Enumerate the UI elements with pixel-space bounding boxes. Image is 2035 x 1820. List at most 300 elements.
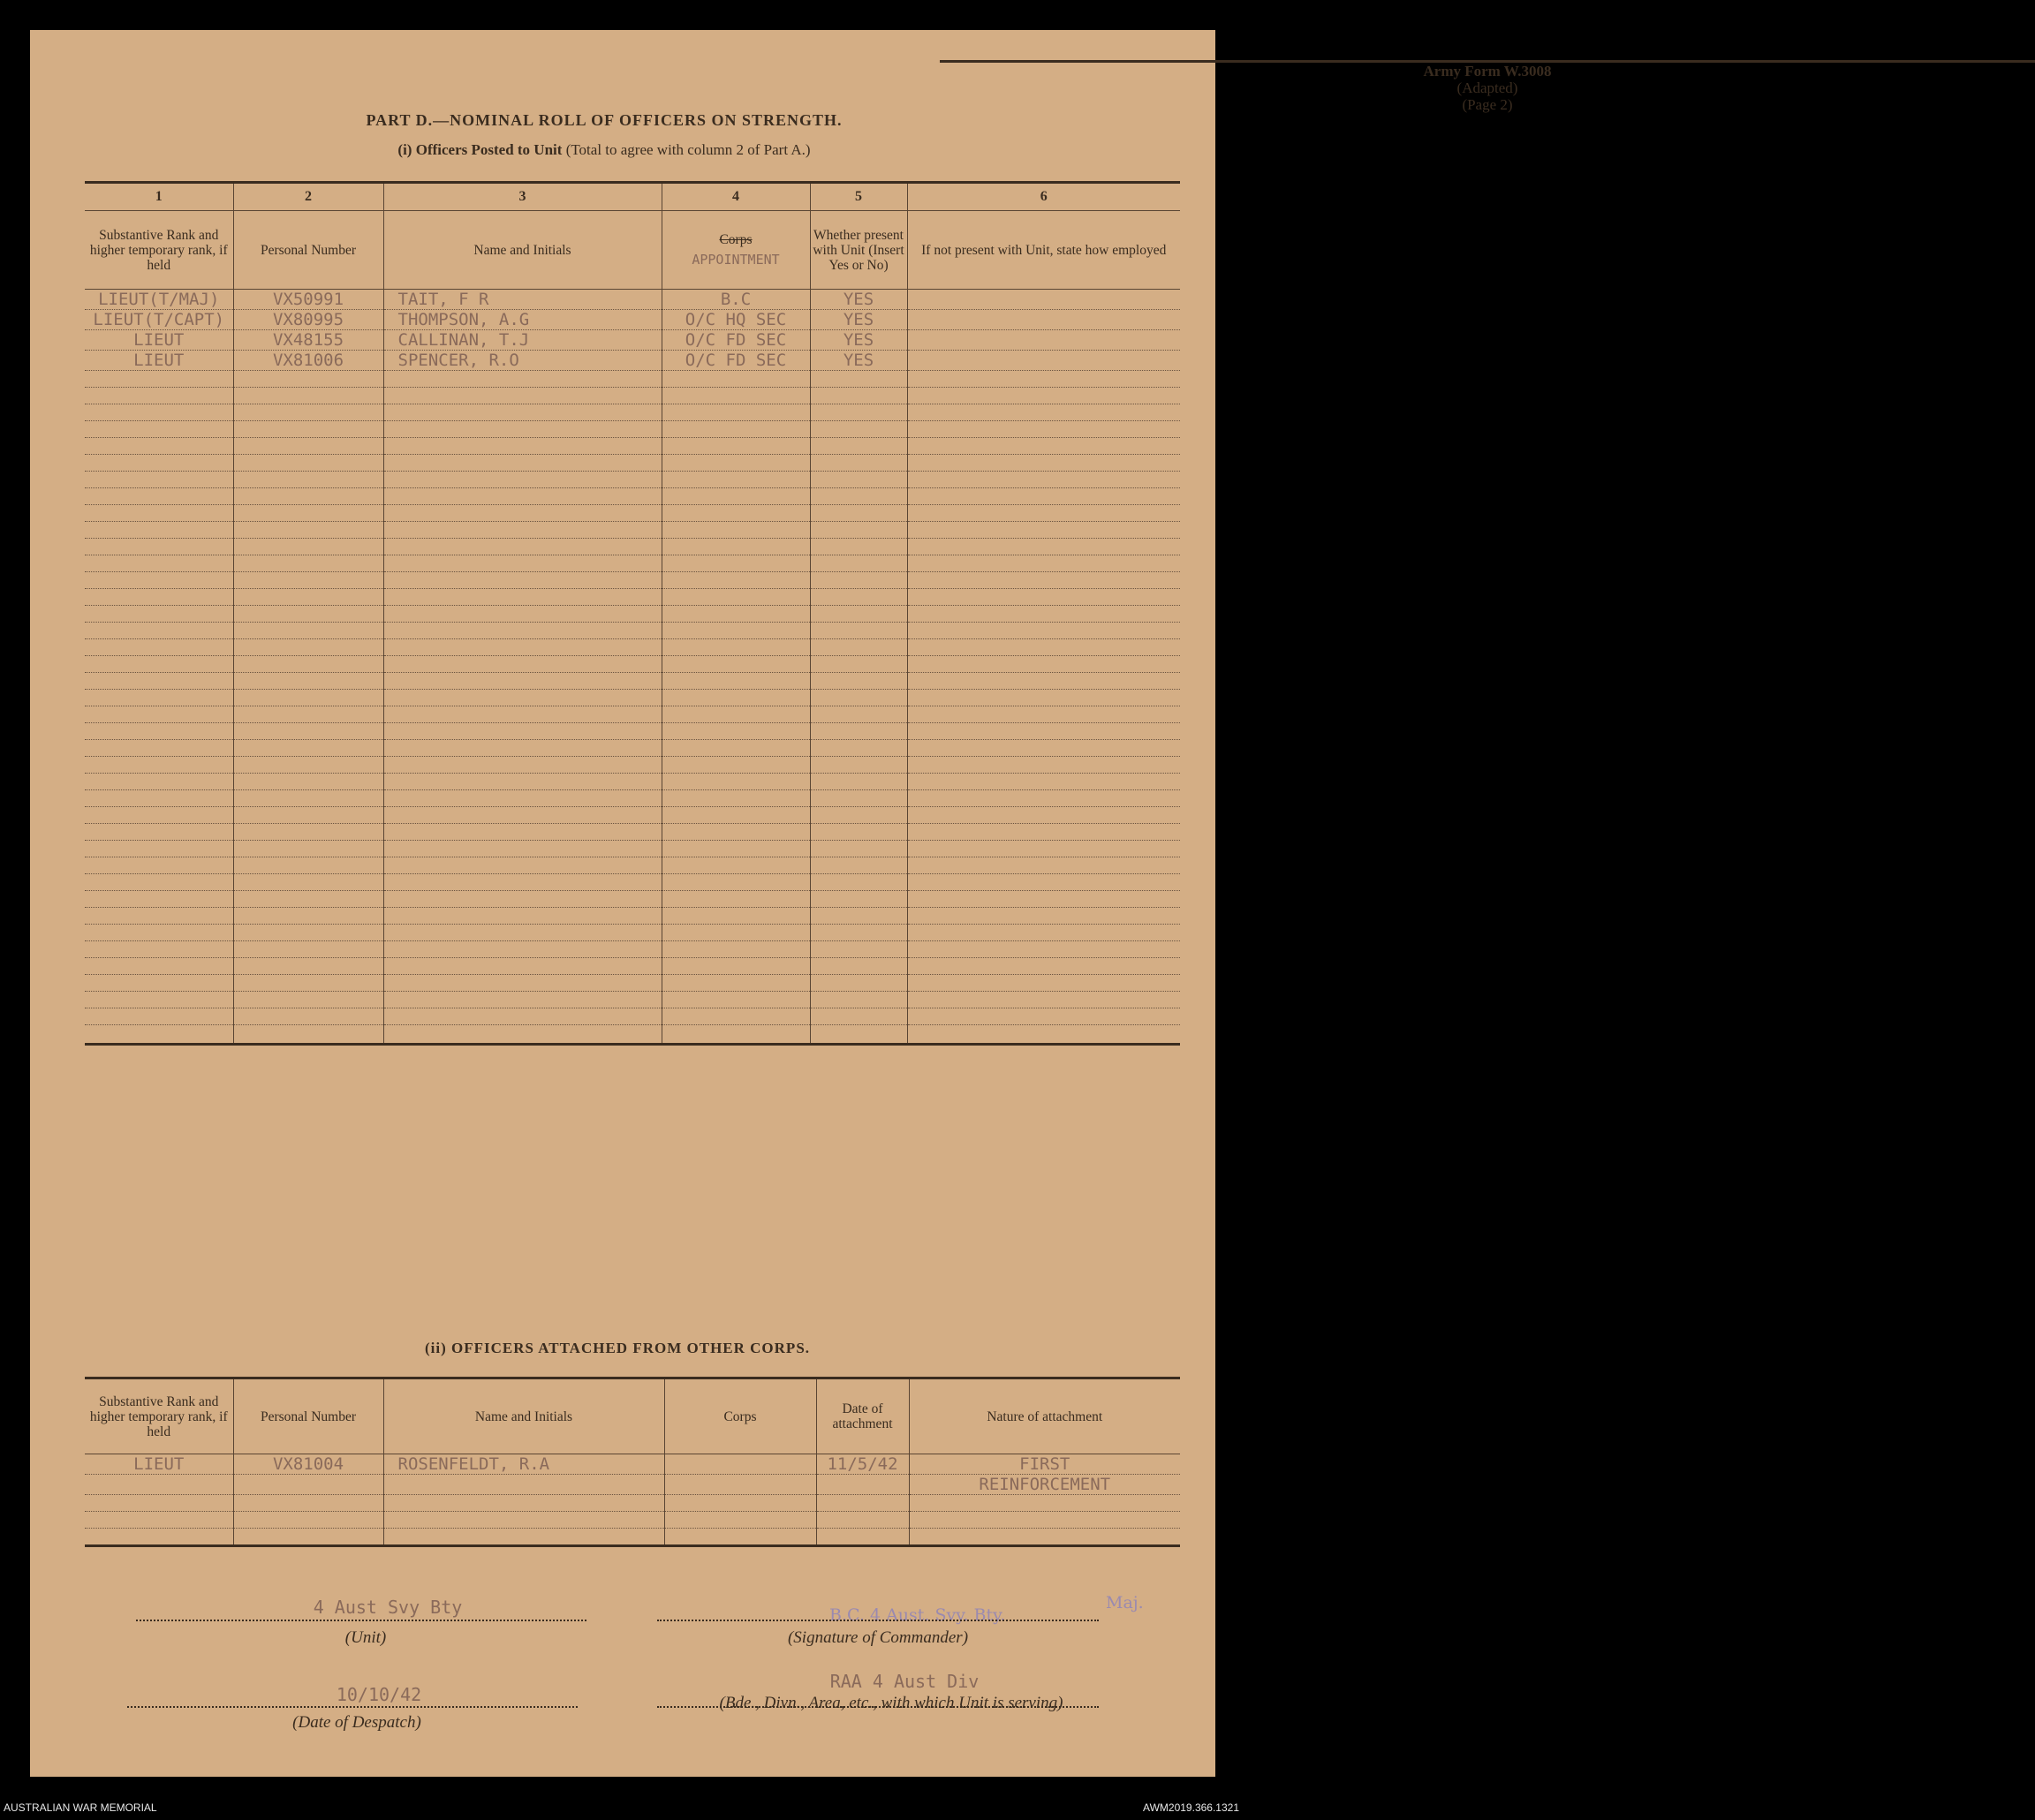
table-cell [233,472,383,488]
table-cell [907,623,1180,639]
table-row [85,572,1180,589]
table-cell [810,975,907,992]
table-cell [810,841,907,857]
table-cell [810,589,907,606]
table-row [85,723,1180,740]
table-cell [662,706,810,723]
table-cell [662,388,810,404]
table-cell [810,673,907,690]
table-cell [383,908,662,925]
table-cell [383,807,662,824]
table-row [85,639,1180,656]
table-cell [383,774,662,790]
table-cell [662,874,810,891]
table-cell [810,857,907,874]
table-cell [909,1529,1180,1546]
table-cell [85,908,233,925]
attached-header-personal-number: Personal Number [233,1378,383,1454]
header-rank: Substantive Rank and higher temporary rank, if held [85,211,233,290]
table-cell [907,790,1180,807]
table-cell [907,371,1180,388]
table-cell [810,908,907,925]
table-cell [907,824,1180,841]
table-cell [233,690,383,706]
table-cell [383,891,662,908]
signature-dotted-line [657,1620,1099,1621]
table-cell [662,941,810,958]
table-cell [383,1025,662,1045]
table-cell [85,639,233,656]
attached-header-row [85,1378,1180,1454]
table-cell: VX81004 [233,1454,383,1475]
table-cell [85,1025,233,1045]
table-cell [907,539,1180,555]
table-cell [662,824,810,841]
table-cell [383,824,662,841]
table-cell [85,824,233,841]
table-cell [233,958,383,975]
table-cell [810,690,907,706]
table-cell [233,941,383,958]
table-cell [907,310,1180,330]
table-cell [907,807,1180,824]
table-cell [233,841,383,857]
stamp-rank: Maj. [1106,1593,1144,1612]
table-cell [233,1025,383,1045]
archive-caption-left: AUSTRALIAN WAR MEMORIAL [4,1801,157,1814]
table-row [85,1025,1180,1045]
table-cell [907,1025,1180,1045]
table-cell [810,941,907,958]
table-cell [907,351,1180,371]
table-row [85,656,1180,673]
table-row [85,404,1180,421]
table-cell [810,891,907,908]
table-cell: YES [810,290,907,310]
table-cell [85,589,233,606]
table-cell [85,371,233,388]
table-cell [383,404,662,421]
table-cell [233,1512,383,1529]
column-header-row [85,211,1180,290]
table-cell [233,455,383,472]
table-cell: SPENCER, R.O [383,351,662,371]
table-cell [383,539,662,555]
table-cell [810,925,907,941]
table-cell [662,841,810,857]
table-cell [233,774,383,790]
table-cell [383,438,662,455]
table-cell [907,925,1180,941]
table-cell [233,438,383,455]
table-cell [383,992,662,1008]
table-cell [85,455,233,472]
table-cell [85,841,233,857]
table-cell [383,723,662,740]
table-cell [907,421,1180,438]
table-cell [664,1512,816,1529]
subtitle-rest: (Total to agree with column 2 of Part A.) [562,141,811,158]
table-cell [233,589,383,606]
table-row [85,1008,1180,1025]
table-cell: YES [810,351,907,371]
commander-stamp: B.C. 4 Aust. Svy. Bty. [829,1605,1006,1625]
table-cell: CALLINAN, T.J [383,330,662,351]
table-row [85,757,1180,774]
table-cell [907,555,1180,572]
attached-table-row [85,1495,1180,1512]
despatch-date-value: 10/10/42 [336,1684,422,1705]
table-cell [907,1008,1180,1025]
form-page-number: (Page 2) [1462,96,1513,113]
table-row [85,388,1180,404]
column-number-4: 4 [662,183,810,211]
unit-dotted-line [136,1620,586,1621]
table-cell [383,857,662,874]
officers-posted-table [85,181,1180,1046]
table-cell [383,1008,662,1025]
table-row [85,290,1180,310]
table-cell: YES [810,310,907,330]
table-cell [907,572,1180,589]
table-cell: TAIT, F R [383,290,662,310]
table-row [85,874,1180,891]
table-cell [85,857,233,874]
table-row [85,673,1180,690]
table-cell [383,790,662,807]
table-cell [662,690,810,706]
table-cell [383,690,662,706]
table-cell: LIEUT(T/CAPT) [85,310,233,330]
table-cell [85,941,233,958]
table-cell [233,371,383,388]
table-cell [383,623,662,639]
table-cell [909,1495,1180,1512]
table-cell [909,1512,1180,1529]
table-row [85,589,1180,606]
table-cell [233,1008,383,1025]
table-cell [662,857,810,874]
table-row [85,941,1180,958]
attached-header-date: Date of attachment [816,1378,909,1454]
table-cell [233,874,383,891]
table-row [85,472,1180,488]
table-cell [233,891,383,908]
table-cell [233,740,383,757]
table-cell [810,404,907,421]
table-cell [810,874,907,891]
table-cell [907,488,1180,505]
table-cell [662,891,810,908]
table-row [85,555,1180,572]
table-cell [85,438,233,455]
table-cell [662,472,810,488]
table-cell [383,740,662,757]
table-cell [85,1475,233,1495]
table-cell [662,723,810,740]
table-cell [85,975,233,992]
header-personal-number: Personal Number [233,211,383,290]
table-cell [662,555,810,572]
attached-header-nature: Nature of attachment [909,1378,1180,1454]
table-cell [85,774,233,790]
table-cell [85,539,233,555]
table-cell: VX81006 [233,351,383,371]
table-cell [662,1008,810,1025]
table-cell [662,421,810,438]
form-adapted: (Adapted) [1456,79,1518,96]
table-cell [85,572,233,589]
table-cell [907,673,1180,690]
table-cell [85,740,233,757]
table-cell: VX48155 [233,330,383,351]
table-cell [662,908,810,925]
despatch-date-label: (Date of Despatch) [292,1713,421,1732]
table-cell [383,455,662,472]
table-cell [85,1008,233,1025]
table-row [85,908,1180,925]
table-cell [233,623,383,639]
table-cell [662,371,810,388]
table-cell [383,706,662,723]
table-row [85,438,1180,455]
table-cell: VX80995 [233,310,383,330]
table-cell [664,1495,816,1512]
table-cell [233,857,383,874]
table-cell [383,673,662,690]
table-cell [662,623,810,639]
table-cell [810,723,907,740]
table-cell [383,488,662,505]
table-cell [810,757,907,774]
table-cell [907,975,1180,992]
table-cell [907,505,1180,522]
table-cell [810,740,907,757]
form-page [30,30,1552,1777]
part-subtitle [30,141,1178,159]
table-cell [383,975,662,992]
table-cell [233,505,383,522]
table-cell [85,555,233,572]
table-cell [810,472,907,488]
serving-label: (Bde., Divn., Area, etc., with which Unit is serving) [719,1694,1063,1712]
table-cell [810,774,907,790]
column-number-3: 3 [383,183,662,211]
table-cell [233,975,383,992]
table-cell [85,522,233,539]
table-cell [233,757,383,774]
unit-value: 4 Aust Svy Bty [313,1597,463,1618]
table-cell [907,656,1180,673]
header-employment: If not present with Unit, state how employed [907,211,1180,290]
table-cell [810,807,907,824]
table-cell [233,656,383,673]
table-cell: THOMPSON, A.G [383,310,662,330]
table-cell: REINFORCEMENT [909,1475,1180,1495]
table-cell [383,841,662,857]
table-cell [810,421,907,438]
table-cell [383,1529,664,1546]
table-cell [810,388,907,404]
table-cell [383,1475,664,1495]
table-row [85,925,1180,941]
table-cell [233,790,383,807]
table-cell [383,757,662,774]
table-cell [85,606,233,623]
table-cell [233,388,383,404]
table-row [85,807,1180,824]
table-cell [664,1454,816,1475]
table-cell [810,606,907,623]
table-cell [907,330,1180,351]
table-cell: VX50991 [233,290,383,310]
table-cell [85,790,233,807]
table-cell [383,371,662,388]
table-cell [383,522,662,539]
table-cell [810,438,907,455]
table-cell [810,992,907,1008]
table-cell: LIEUT [85,330,233,351]
table-cell [662,455,810,472]
table-cell [383,606,662,623]
table-cell [662,404,810,421]
table-cell [662,757,810,774]
table-cell [233,639,383,656]
serving-value: RAA 4 Aust Div [829,1671,980,1692]
table-cell [907,874,1180,891]
table-row [85,992,1180,1008]
table-cell [810,1025,907,1045]
table-row [85,539,1180,555]
table-cell [907,757,1180,774]
form-number: Army Form W.3008 [940,60,2035,79]
table-cell [907,841,1180,857]
table-cell [383,472,662,488]
table-row [85,790,1180,807]
table-cell [907,589,1180,606]
table-cell [85,673,233,690]
table-cell [662,1025,810,1045]
table-cell [907,438,1180,455]
table-cell [810,555,907,572]
table-cell [662,925,810,941]
table-cell [907,857,1180,874]
table-cell [816,1512,909,1529]
table-cell [810,505,907,522]
table-cell [383,1512,664,1529]
table-cell [907,992,1180,1008]
attached-header-name: Name and Initials [383,1378,664,1454]
table-row [85,505,1180,522]
table-cell [85,488,233,505]
table-cell [233,925,383,941]
table-row [85,421,1180,438]
table-cell [233,572,383,589]
table-cell [85,706,233,723]
table-cell [233,539,383,555]
table-cell [907,908,1180,925]
table-cell [816,1475,909,1495]
table-cell [383,941,662,958]
table-cell [662,505,810,522]
table-cell [907,455,1180,472]
table-cell: 11/5/42 [816,1454,909,1475]
table-cell [233,908,383,925]
table-cell [85,874,233,891]
officers-attached-table [85,1377,1180,1547]
table-cell [907,941,1180,958]
table-cell [383,925,662,941]
table-cell [233,723,383,740]
table-cell [383,388,662,404]
table-row [85,310,1180,330]
table-cell [810,639,907,656]
table-cell [907,472,1180,488]
attached-table-row [85,1454,1180,1475]
table-cell [907,958,1180,975]
table-cell [85,1495,233,1512]
table-cell [85,421,233,438]
table-row [85,690,1180,706]
table-cell [85,992,233,1008]
table-cell: O/C FD SEC [662,351,810,371]
table-cell [907,606,1180,623]
table-cell [85,723,233,740]
table-row [85,740,1180,757]
table-cell [907,690,1180,706]
table-cell [85,807,233,824]
column-number-2: 2 [233,183,383,211]
column-number-1: 1 [85,183,233,211]
column-number-row [85,183,1180,211]
table-cell [662,958,810,975]
table-cell: O/C FD SEC [662,330,810,351]
table-cell [662,589,810,606]
table-cell [85,1512,233,1529]
table-cell [662,807,810,824]
table-cell [810,371,907,388]
table-cell [85,958,233,975]
table-cell [662,774,810,790]
table-cell: ROSENFELDT, R.A [383,1454,664,1475]
table-cell [233,555,383,572]
table-cell [233,606,383,623]
table-cell [85,690,233,706]
table-cell [233,992,383,1008]
table-cell: LIEUT [85,351,233,371]
table-cell [664,1475,816,1495]
form-identifier [940,60,2035,113]
table-row [85,623,1180,639]
table-cell [85,404,233,421]
table-cell [810,1008,907,1025]
header-present: Whether present with Unit (Insert Yes or No) [810,211,907,290]
table-cell: YES [810,330,907,351]
table-cell [383,555,662,572]
table-cell [907,639,1180,656]
table-cell: FIRST [909,1454,1180,1475]
table-cell [664,1529,816,1546]
table-cell [233,807,383,824]
table-row [85,958,1180,975]
table-cell [383,421,662,438]
table-cell [85,472,233,488]
table-cell [907,740,1180,757]
header-name: Name and Initials [383,211,662,290]
table-cell [810,958,907,975]
table-cell [810,790,907,807]
table-cell [233,1529,383,1546]
